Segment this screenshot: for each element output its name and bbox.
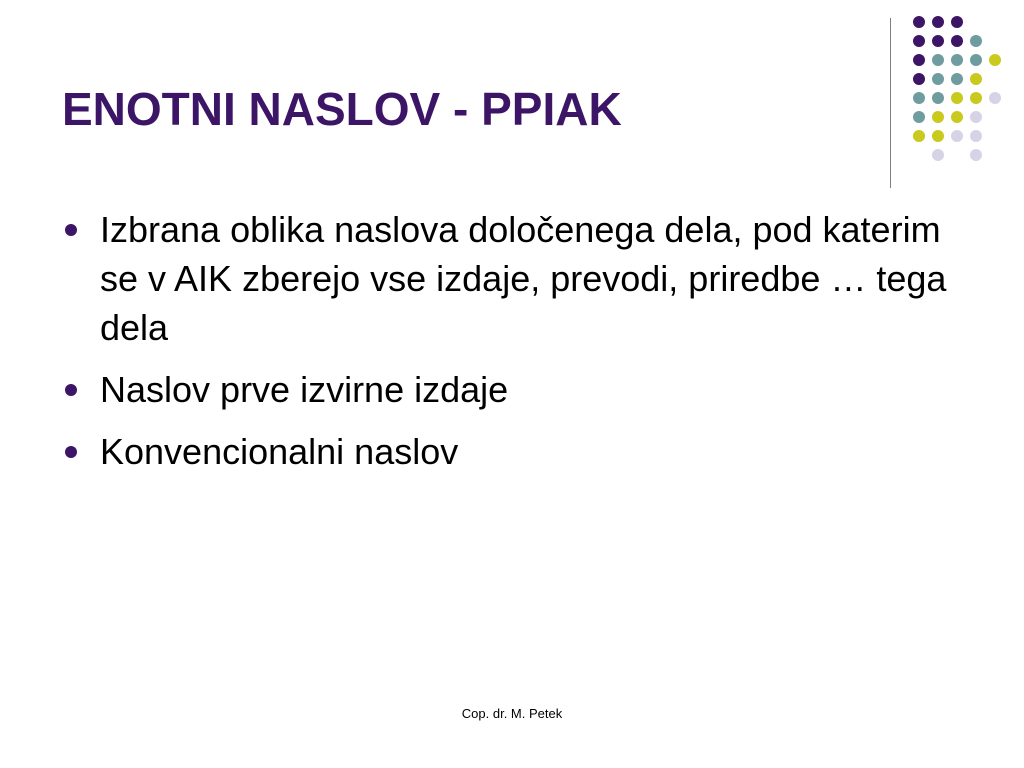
dot	[913, 54, 925, 66]
dot	[970, 130, 982, 142]
dot	[913, 130, 925, 142]
bullet-text: Izbrana oblika naslova določenega dela, pod katerim se v AIK zberejo vse izdaje, prevodi, priredbe … tega dela	[100, 209, 947, 348]
vertical-divider	[890, 18, 891, 188]
dot	[970, 35, 982, 47]
bullet-text: Naslov prve izvirne izdaje	[100, 369, 509, 410]
dot	[951, 92, 963, 104]
bullet-text: Konvencionalni naslov	[100, 431, 459, 472]
slide-title: ENOTNI NASLOV - PPIAK	[62, 83, 622, 135]
dot	[913, 73, 925, 85]
dot	[951, 111, 963, 123]
dot	[932, 111, 944, 123]
dot	[951, 130, 963, 142]
dot	[932, 54, 944, 66]
dot	[989, 54, 1001, 66]
footer-author: Cop. dr. M. Petek	[461, 706, 563, 721]
dot	[951, 54, 963, 66]
bullet-item	[62, 427, 962, 476]
bullet-item	[62, 365, 962, 414]
dot	[970, 73, 982, 85]
dot	[951, 35, 963, 47]
bullet-item	[62, 205, 962, 352]
dot	[989, 92, 1001, 104]
dot	[970, 111, 982, 123]
dot	[932, 92, 944, 104]
dot	[932, 149, 944, 161]
dot	[932, 73, 944, 85]
dot	[951, 73, 963, 85]
bullet-dot-icon	[65, 446, 77, 458]
dot	[913, 92, 925, 104]
bullet-list	[62, 205, 962, 489]
dot	[932, 16, 944, 28]
dot	[970, 92, 982, 104]
dot	[932, 130, 944, 142]
dot	[932, 35, 944, 47]
dot	[970, 149, 982, 161]
dot	[951, 16, 963, 28]
dot	[913, 111, 925, 123]
dot	[913, 35, 925, 47]
dot	[913, 16, 925, 28]
dot	[970, 54, 982, 66]
bullet-dot-icon	[65, 224, 77, 236]
bullet-dot-icon	[65, 384, 77, 396]
